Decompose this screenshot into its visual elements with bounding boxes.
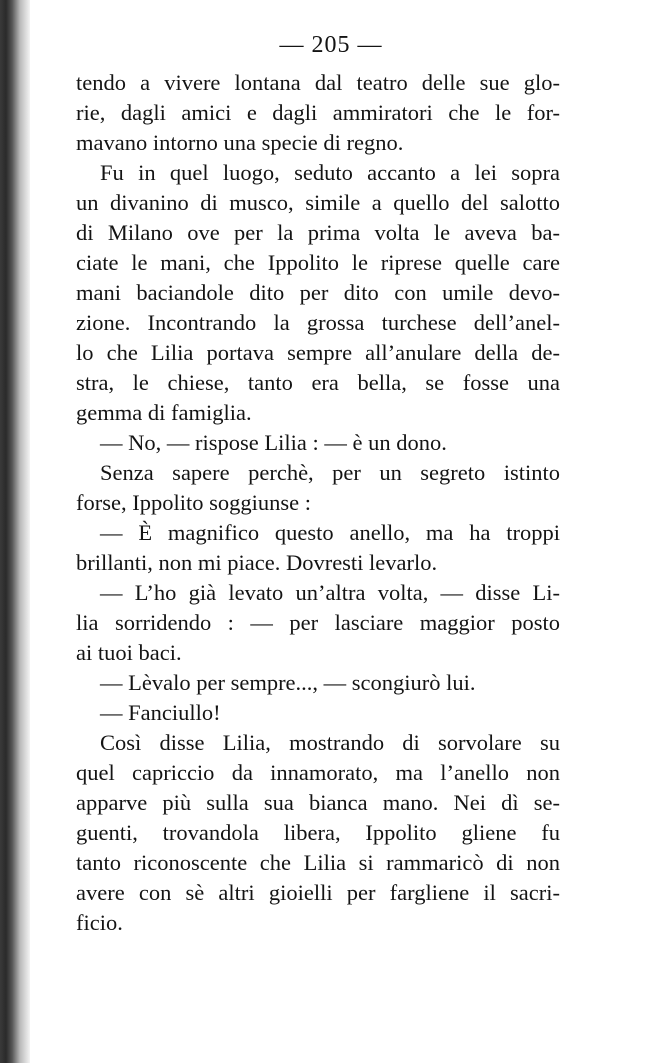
text-line: tanto riconoscente che Lilia si rammaricò di non xyxy=(76,850,560,875)
text-line: stra, le chiese, tanto era bella, se fosse una xyxy=(76,370,560,395)
text-line: tendo a vivere lontana dal teatro delle sue glo- xyxy=(76,70,560,95)
text-line: mani baciandole dito per dito con umile devo- xyxy=(76,280,560,305)
text-line: lo che Lilia portava sempre all’anulare della de- xyxy=(76,340,560,365)
text-line: ai tuoi baci. xyxy=(76,640,182,665)
text-line: avere con sè altri gioielli per fargliene il sacri- xyxy=(76,880,560,905)
text-line: brillanti, non mi piace. Dovresti levarlo. xyxy=(76,550,438,575)
text-line: guenti, trovandola libera, Ippolito gliene fu xyxy=(76,820,560,845)
text-line: — È magnifico questo anello, ma ha troppi xyxy=(100,520,560,545)
text-line: — Lèvalo per sempre..., — scongiurò lui. xyxy=(100,670,476,695)
text-line: — Fanciullo! xyxy=(100,700,221,725)
text-line: forse, Ippolito soggiunse : xyxy=(76,490,311,515)
text-line: lia sorridendo : — per lasciare maggior posto xyxy=(76,610,560,635)
text-line: ciate le mani, che Ippolito le riprese quelle care xyxy=(76,250,560,275)
text-line: Senza sapere perchè, per un segreto istinto xyxy=(100,460,560,485)
text-line: ficio. xyxy=(76,910,123,935)
text-line: apparve più sulla sua bianca mano. Nei dì se- xyxy=(76,790,560,815)
text-line: di Milano ove per la prima volta le aveva ba- xyxy=(76,220,560,245)
text-line: gemma di famiglia. xyxy=(76,400,252,425)
text-line: mavano intorno una specie di regno. xyxy=(76,130,404,155)
text-line: — No, — rispose Lilia : — è un dono. xyxy=(100,430,447,455)
text-line: un divanino di musco, simile a quello del salotto xyxy=(76,190,560,215)
text-line: Fu in quel luogo, seduto accanto a lei sopra xyxy=(100,160,560,185)
book-spine-shadow xyxy=(0,0,30,1063)
body-text xyxy=(76,68,560,938)
text-line: — L’ho già levato un’altra volta, — disse Li- xyxy=(100,580,560,605)
text-line: rie, dagli amici e dagli ammiratori che le for- xyxy=(76,100,560,125)
text-line: Così disse Lilia, mostrando di sorvolare su xyxy=(100,730,560,755)
text-line: quel capriccio da innamorato, ma l’anello non xyxy=(76,760,560,785)
page-number: — 205 — xyxy=(279,32,383,58)
text-line: zione. Incontrando la grossa turchese dell’anel- xyxy=(76,310,560,335)
